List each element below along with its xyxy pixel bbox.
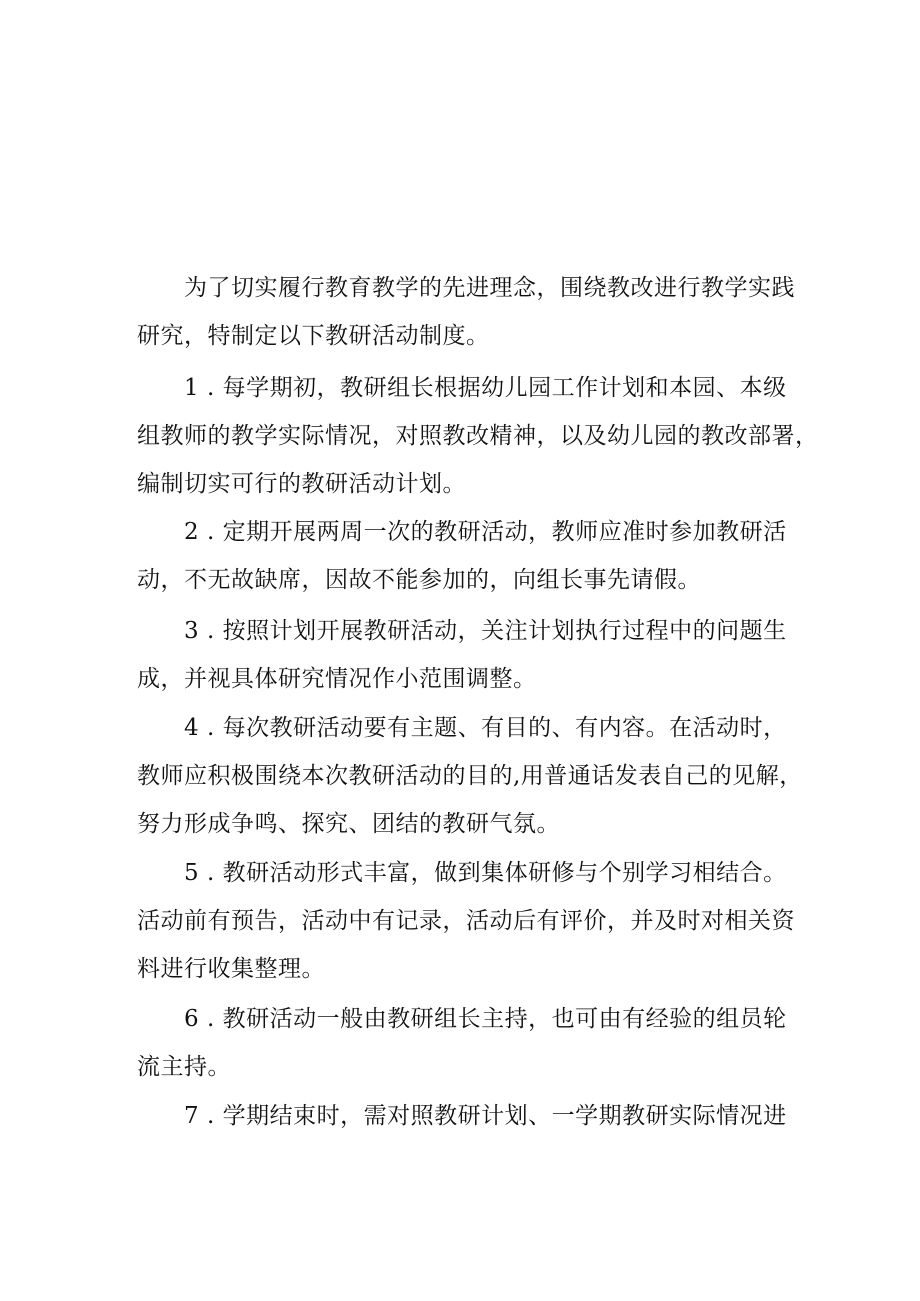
rule-item-1-line-2: 组教师的教学实际情况，对照教改精神，以及幼儿园的教改部署， xyxy=(137,423,819,449)
rule-item-1-line-3: 编制切实可行的教研活动计划。 xyxy=(137,471,466,497)
rule-item-4-line-3: 努力形成争鸣、探究、团结的教研气氛。 xyxy=(137,811,560,837)
rule-item-4-line-2: 教师应积极围绕本次教研活动的目的,用普通话发表自己的见解， xyxy=(137,763,803,789)
intro-paragraph-line-1: 为了切实履行教育教学的先进理念，围绕教改进行教学实践 xyxy=(184,275,795,301)
rule-item-5-line-1: 5 . 教研活动形式丰富，做到集体研修与个别学习相结合。 xyxy=(184,860,787,886)
rule-item-6-line-2: 流主持。 xyxy=(137,1054,231,1080)
rule-item-2-line-1: 2 . 定期开展两周一次的教研活动，教师应准时参加教研活 xyxy=(184,519,787,545)
rule-item-5-line-3: 料进行收集整理。 xyxy=(137,956,325,982)
rule-item-7-line-1: 7 . 学期结束时，需对照教研计划、一学期教研实际情况进 xyxy=(184,1103,787,1129)
rule-item-4-line-1: 4 . 每次教研活动要有主题、有目的、有内容。在活动时， xyxy=(184,715,787,741)
intro-paragraph-line-2: 研究，特制定以下教研活动制度。 xyxy=(137,323,490,349)
rule-item-6-line-1: 6 . 教研活动一般由教研组长主持，也可由有经验的组员轮 xyxy=(184,1006,787,1032)
rule-item-2-line-2: 动，不无故缺席，因故不能参加的，向组长事先请假。 xyxy=(137,567,701,593)
rule-item-5-line-2: 活动前有预告，活动中有记录，活动后有评价，并及时对相关资 xyxy=(137,908,795,934)
rule-item-3-line-1: 3 . 按照计划开展教研活动，关注计划执行过程中的问题生 xyxy=(184,618,787,644)
rule-item-1-line-1: 1 . 每学期初，教研组长根据幼儿园工作计划和本园、本级 xyxy=(184,375,787,401)
rule-item-3-line-2: 成，并视具体研究情况作小范围调整。 xyxy=(137,666,537,692)
